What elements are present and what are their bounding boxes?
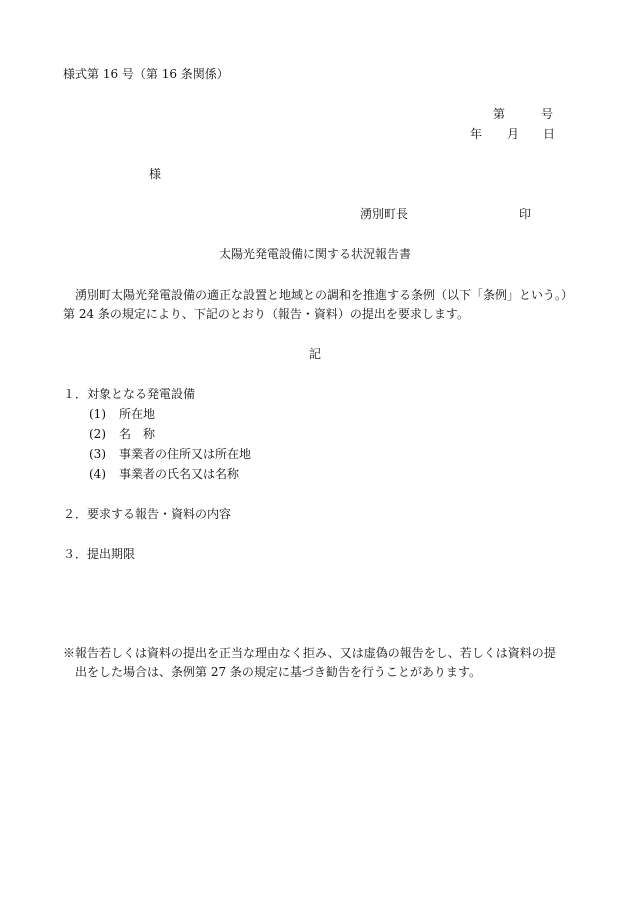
ki-heading: 記 — [308, 347, 321, 361]
document-number-prefix: 第 — [493, 107, 506, 121]
list-item — [89, 407, 155, 421]
note-line-2: 出をした場合は、条例第 27 条の規定に基づき勧告を行うことがあります。 — [75, 665, 481, 679]
date-year-label: 年 — [470, 127, 483, 141]
item-number: (1) — [89, 407, 106, 421]
section-2-heading: ２．要求する報告・資料の内容 — [63, 507, 232, 521]
item-number: (2) — [89, 427, 106, 441]
item-number: (3) — [89, 447, 106, 461]
section-3-heading: ３．提出期限 — [63, 547, 136, 561]
item-number: (4) — [89, 467, 106, 481]
item-label: 名 称 — [119, 427, 156, 441]
date-day-label: 日 — [543, 127, 556, 141]
list-item — [89, 467, 239, 481]
body-line-1: 湧別町太陽光発電設備の適正な設置と地域との調和を推進する条例（以下「条例」という。） — [75, 288, 574, 302]
document-title: 太陽光発電設備に関する状況報告書 — [218, 247, 411, 261]
date-month-label: 月 — [507, 127, 520, 141]
list-item — [89, 427, 155, 441]
item-label: 事業者の氏名又は名称 — [119, 467, 240, 481]
addressee-suffix: 様 — [149, 167, 162, 181]
body-line-2: 第 24 条の規定により、下記のとおり（報告・資料）の提出を要求します。 — [63, 307, 469, 321]
seal-mark: 印 — [519, 207, 532, 221]
section-1-heading: １．対象となる発電設備 — [63, 387, 196, 401]
document-number-suffix: 号 — [541, 107, 554, 121]
form-number: 様式第 16 号（第 16 条関係） — [63, 67, 229, 81]
list-item — [89, 447, 251, 461]
note-line-1: ※報告若しくは資料の提出を正当な理由なく拒み、又は虚偽の報告をし、若しくは資料の提 — [63, 646, 556, 660]
item-label: 事業者の住所又は所在地 — [119, 447, 252, 461]
item-label: 所在地 — [119, 407, 156, 421]
issuer-name: 湧別町長 — [360, 207, 409, 221]
